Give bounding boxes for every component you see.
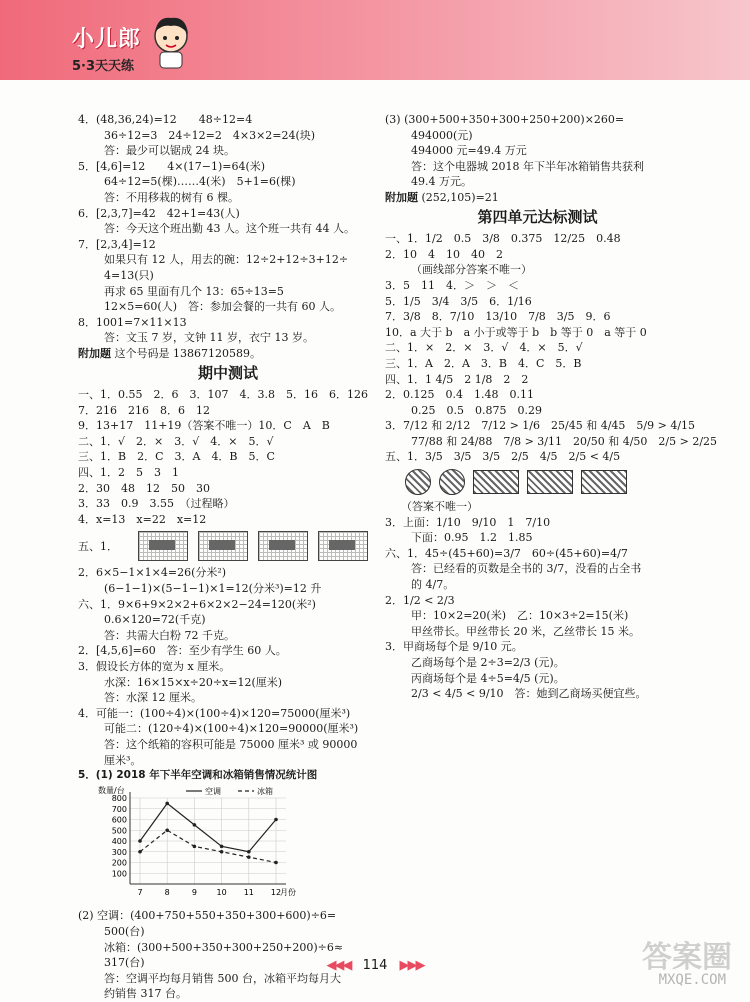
right-column (385, 112, 718, 702)
answer-line: 四、1．2 5 3 1 (78, 466, 179, 480)
midterm-title: 期中测试 (197, 363, 258, 382)
answer-line: 49.4 万元。 (411, 175, 472, 189)
bonus-line-right (385, 190, 690, 206)
answer-line: 的 4/7。 (411, 578, 455, 592)
answer-line: 答：水深 12 厘米。 (104, 691, 202, 705)
answer-line: 317(台) (104, 956, 145, 970)
brand-subtitle: 5·3天天练 (72, 59, 135, 74)
answer-line: 3．33 0.9 3.55 （过程略） (78, 497, 235, 511)
legend-label: 冰箱 (257, 786, 273, 796)
answer-line: 三、1．B 2．C 3．A 4．B 5．C (78, 450, 275, 464)
answer-line: 答：最少可以锯成 24 块。 (104, 144, 235, 158)
x-tick-label: 8 (164, 887, 170, 897)
data-point (274, 817, 278, 821)
answer-line: 六、1．9×6+9×2×2+6×2×2−24=120(米²) (78, 597, 316, 611)
watermark-logo: 答案圈 (642, 940, 732, 975)
x-tick-label: 10 (216, 887, 227, 897)
answer-line: 下面：0.95 1.2 1.85 (411, 531, 533, 545)
y-tick-label: 100 (111, 869, 127, 878)
answer-line: 3．5 11 4．＞ ＞ ＜ (385, 278, 519, 292)
left-arrows-icon: ◀◀◀ (326, 958, 351, 973)
answer-line: 7．[2,3,4]=12 (78, 237, 156, 251)
legend-label: 空调 (205, 786, 221, 796)
chart-svg (96, 784, 296, 904)
watermark-url: MXQE.COM (658, 972, 726, 988)
answer-line: 答：已经看的页数是全书的 3/7，没看的占全书 (411, 562, 642, 576)
x-tick-label: 12 (270, 887, 282, 897)
answer-line: 3．7/12 和 2/12 7/12 > 1/6 25/45 和 4/45 5/9 > 4/15 (385, 419, 696, 433)
page-header (0, 0, 750, 80)
answer-line: 答：空调平均每月销售 500 台，冰箱平均每月大 (104, 971, 341, 985)
page-footer (0, 958, 750, 973)
x-tick-label: 7 (137, 887, 143, 897)
answer-line: 10．a 大于 b a 小于或等于 b b 等于 0 a 等于 0 (385, 325, 647, 339)
line-chart (96, 784, 378, 909)
bonus-line (78, 346, 378, 362)
shaded-rect (473, 470, 519, 494)
answer-line: 0.25 0.5 0.875 0.29 (411, 403, 542, 417)
left-column (78, 112, 378, 1002)
answer-line: 再求 65 里面有几个 13：65÷13=5 (104, 284, 284, 298)
bonus-label-right: 附加题 (385, 190, 418, 204)
series-line (140, 803, 276, 851)
data-point (193, 823, 197, 827)
answer-line: 4．x=13 x=22 x=12 (78, 512, 207, 526)
answer-block-top (78, 112, 378, 346)
answer-block-top-right (385, 112, 690, 190)
grid-figure (318, 531, 368, 561)
y-tick-label: 700 (111, 804, 127, 814)
answer-line: 8．1001=7×11×13 (78, 315, 187, 329)
answer-line: （画线部分答案不唯一） (411, 263, 532, 277)
answer-line: 二、1．× 2．× 3．√ 4．× 5．√ (385, 341, 583, 355)
data-point (165, 801, 169, 805)
y-axis-label: 数量/台 (98, 785, 125, 795)
answer-line: 答：今天这个班出勤 43 人。这个班一共有 44 人。 (104, 222, 355, 236)
answer-line: 5．1/5 3/4 3/5 6．1/16 (385, 294, 532, 308)
answer-block-middle (78, 565, 378, 768)
answer-line: 500(台) (104, 924, 145, 938)
answer-line: 约销售 317 台。 (104, 987, 187, 1001)
answer-line: 六、1．45÷(45+60)=3/7 60÷(45+60)=4/7 (385, 546, 628, 560)
answer-line: 2/3 < 4/5 < 9/10 答：她到乙商场买便宜些。 (411, 687, 647, 701)
answer-line: 4．可能一：(100÷4)×(100÷4)×120=75000(厘米³) (78, 706, 351, 720)
answer-line: 3．假设长方体的宽为 x 厘米。 (78, 660, 231, 673)
answer-line: 7．3/8 8．7/10 13/10 7/8 3/5 9．6 (385, 310, 611, 324)
answer-line: 2．6×5−1×1×4=26(分米²) (78, 566, 227, 580)
answer-line: 6．[2,3,7]=42 42+1=43(人) (78, 206, 240, 220)
data-point (193, 844, 197, 848)
answer-line: 甲丝带长。甲丝带长 20 米，乙丝带长 15 米。 (411, 624, 640, 638)
brand-logo (72, 22, 141, 74)
shaded-rect (527, 470, 573, 494)
x-axis-label: 月份 (280, 887, 296, 897)
answer-line: 4．(48,36,24)=12 48÷12=4 (78, 113, 253, 126)
data-point (165, 828, 169, 832)
mascot-icon (148, 12, 194, 76)
answer-line: (6−1−1)×(5−1−1)×1=12(分米³)=12 升 (104, 582, 322, 596)
answer-line: 可能二：(120÷4)×(100÷4)×120=90000(厘米³) (104, 722, 359, 736)
answer-line: 494000 元=49.4 万元 (411, 144, 527, 158)
answer-line: 答：不用移栽的树有 6 棵。 (104, 190, 239, 204)
grid-figures-row (78, 527, 378, 565)
answer-block-bottom (78, 908, 378, 1002)
data-point (220, 844, 224, 848)
grid-figures (138, 531, 368, 561)
grid-figure (258, 531, 308, 561)
answer-line: 4=13(只) (104, 268, 154, 282)
unit-answers (385, 231, 718, 465)
x-tick-label: 11 (243, 887, 254, 897)
data-point (138, 839, 142, 843)
answer-line: 64÷12=5(棵)……4(米) 5+1=6(棵) (104, 175, 296, 189)
answer-line: (3) (300+500+350+300+250+200)×260= (385, 113, 625, 126)
answer-line: 2．30 48 12 50 30 (78, 481, 210, 495)
answer-line: 答：这个电器城 2018 年下半年冰箱销售共获利 (411, 159, 644, 173)
answer-block-bottom-right (385, 515, 690, 702)
data-point (274, 860, 278, 864)
answer-line: 2．[4,5,6]=60 答：至少有学生 60 人。 (78, 644, 287, 658)
data-point (247, 855, 251, 859)
shaded-figures (405, 469, 690, 495)
shaded-rect (581, 470, 627, 494)
answer-line: 12×5=60(人) 答：参加会餐的一共有 60 人。 (104, 300, 341, 314)
answer-line: 五、1．3/5 3/5 3/5 2/5 4/5 2/5 < 4/5 (385, 450, 621, 464)
grid-figure (138, 531, 188, 561)
answer-line: 3．甲商场每个是 9/10 元。 (385, 640, 523, 654)
y-tick-label: 800 (111, 793, 127, 803)
y-tick-label: 500 (111, 826, 127, 835)
answer-line: 494000(元) (411, 128, 473, 142)
brand-name: 小儿郎 (72, 27, 142, 52)
answer-line: 丙商场每个是 4÷5=4/5 (元)。 (411, 671, 565, 685)
bonus-label: 附加题 (78, 346, 111, 360)
y-tick-label: 400 (111, 836, 127, 846)
page-number: 114 (362, 958, 388, 973)
five-label: 五、1． (78, 539, 118, 553)
answer-line: 答：这个纸箱的容积可能是 75000 厘米³ 或 90000 (104, 737, 358, 751)
answer-line: 如果只有 12 人，用去的碗：12÷2+12÷3+12÷ (104, 253, 349, 267)
answer-line: 36÷12=3 24÷12=2 4×3×2=24(块) (104, 128, 316, 142)
midterm-answers (78, 387, 378, 527)
answer-line: 2．1/2 < 2/3 (385, 593, 455, 607)
answer-line: 乙商场每个是 2÷3=2/3 (元)。 (411, 656, 565, 669)
data-point (220, 850, 224, 854)
bonus-answer: 这个号码是 13867120589。 (114, 346, 261, 360)
answer-line: (2) 空调：(400+750+550+350+300+600)÷6= (78, 909, 337, 923)
bonus-answer-right: (252,105)=21 (421, 190, 499, 204)
answer-line: 3．上面：1/10 9/10 1 7/10 (385, 515, 551, 529)
chart-caption: 5．(1) 2018 年下半年空调和冰箱销售情况统计图 (78, 769, 318, 782)
shaded-circle (405, 469, 431, 495)
answer-line: 一、1．0.55 2．6 3．107 4．3.8 5．16 6．126 (78, 388, 368, 402)
answer-line: 答：共需大白粉 72 千克。 (104, 628, 235, 642)
data-point (138, 850, 142, 854)
answer-line: 甲：10×2=20(米) 乙：10×3÷2=15(米) (411, 609, 629, 623)
answer-line: 答：文玉 7 岁，文钟 11 岁，衣宁 13 岁。 (104, 331, 314, 345)
shaded-circle (439, 469, 465, 495)
answer-line: 7．216 216 8．6 12 (78, 403, 210, 417)
answer-line: 四、1．1 4/5 2 1/8 2 2 (385, 372, 529, 386)
data-point (247, 850, 251, 854)
answer-line: 5．[4,6]=12 4×(17−1)=64(米) (78, 159, 266, 173)
unit-title: 第四单元达标测试 (477, 207, 598, 226)
note: （答案不唯一） (401, 500, 478, 514)
grid-figure (198, 531, 248, 561)
answer-line: 二、1．√ 2．× 3．√ 4．× 5．√ (78, 434, 274, 448)
y-tick-label: 200 (111, 858, 127, 868)
answer-line: 冰箱：(300+500+350+300+250+200)÷6≈ (104, 940, 344, 954)
answer-line: 77/88 和 24/88 7/8 > 3/11 20/50 和 4/50 2/5 > 2/25 (411, 434, 718, 448)
answer-line: 2．10 4 10 40 2 (385, 247, 503, 261)
answer-line: 厘米³。 (104, 753, 142, 767)
answer-line: 三、1．A 2．A 3．B 4．C 5．B (385, 356, 582, 370)
answer-line: 9．13+17 11+19（答案不唯一）10．C A B (78, 419, 330, 433)
y-tick-label: 300 (111, 847, 127, 857)
answer-line: 水深：16×15×x÷20÷x=12(厘米) (104, 675, 283, 689)
y-tick-label: 600 (111, 815, 127, 825)
x-tick-label: 9 (191, 887, 197, 897)
right-arrows-icon: ▶▶▶ (399, 958, 424, 973)
answer-line: 0.6×120=72(千克) (104, 613, 206, 627)
answer-line: 2．0.125 0.4 1.48 0.11 (385, 388, 534, 402)
answer-line: 一、1．1/2 0.5 3/8 0.375 12/25 0.48 (385, 232, 621, 246)
